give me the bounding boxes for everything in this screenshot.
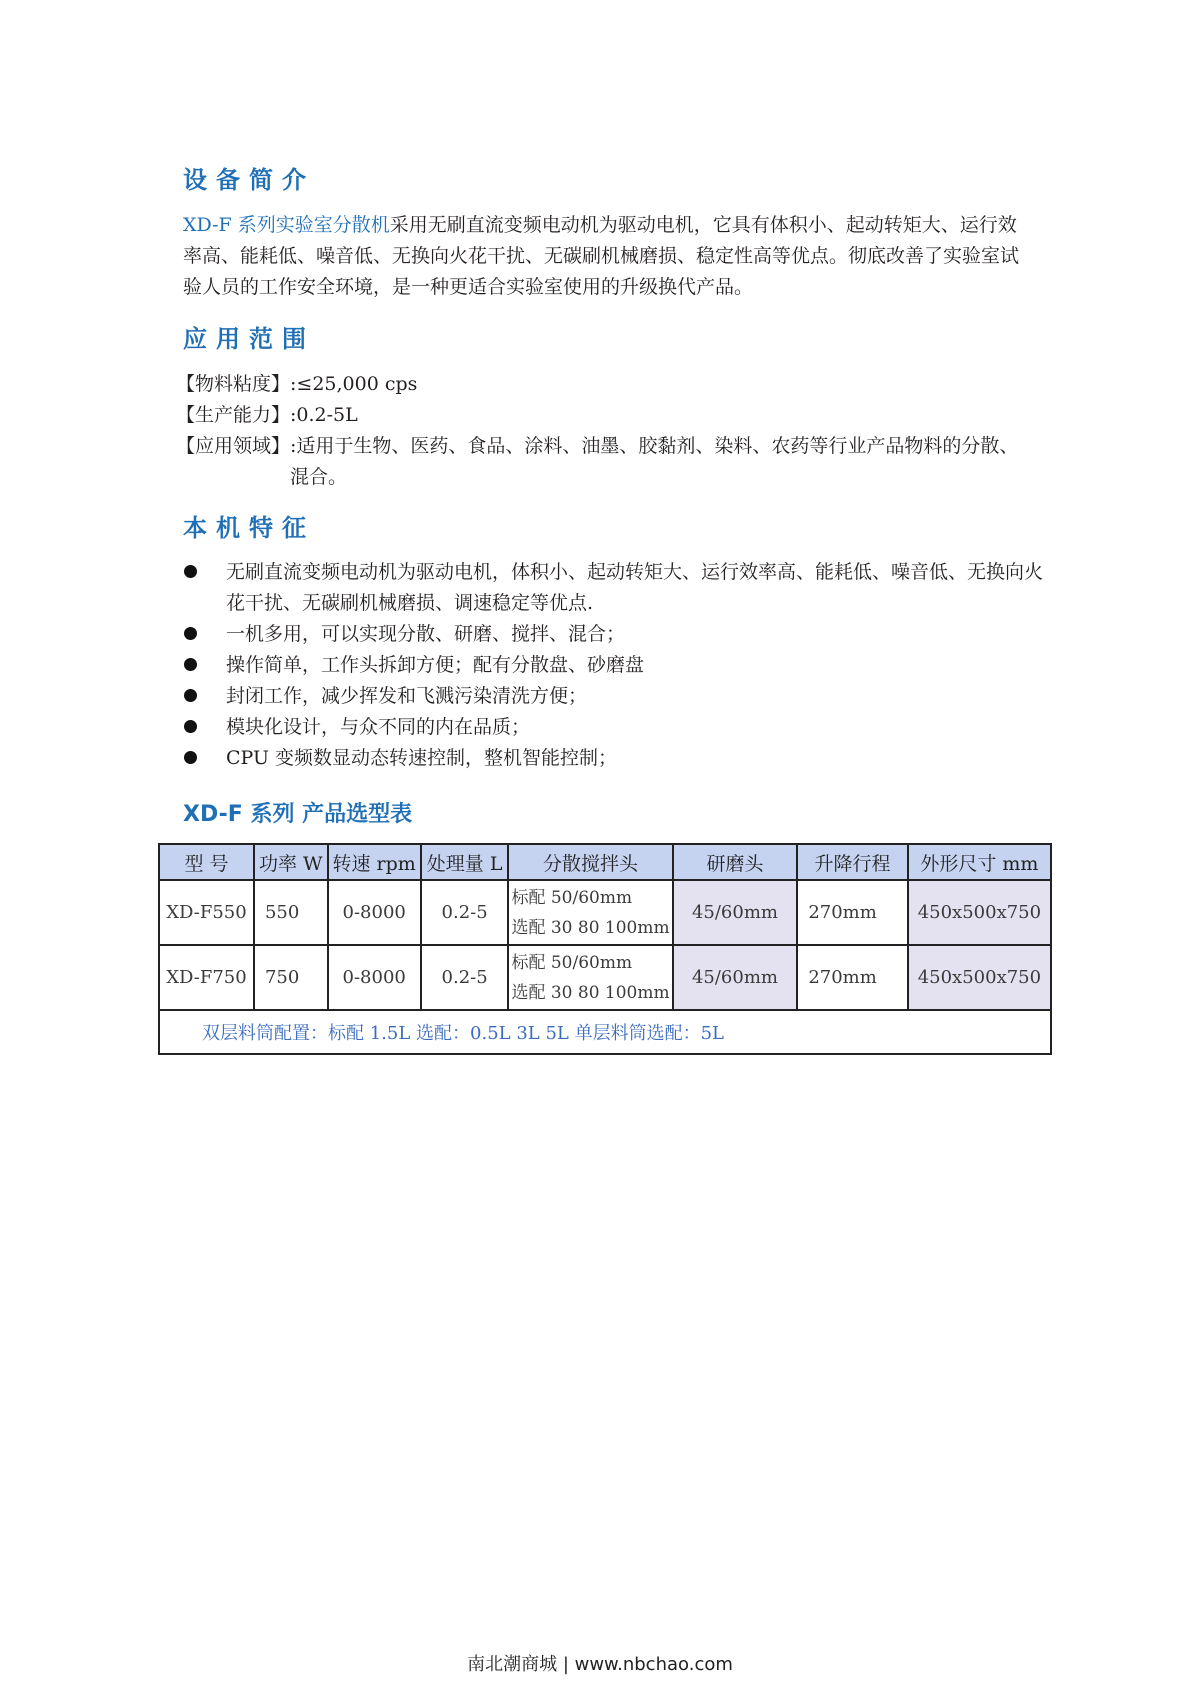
header-model: 型 号	[159, 844, 254, 880]
intro-heading: 设备简介	[183, 166, 315, 194]
application-key: 【物料粘度】	[176, 373, 291, 395]
cell-speed: 0-8000	[328, 880, 421, 945]
cell-lift: 270mm	[797, 880, 907, 945]
cell-capacity: 0.2-5	[421, 945, 509, 1010]
cell-mixing-head: 标配 50/60mm 选配 30 80 100mm	[508, 945, 672, 1010]
header-lift: 升降行程	[797, 844, 907, 880]
feature-item: 封闭工作，减少挥发和飞溅污染清洗方便；	[183, 681, 1043, 712]
bullet-icon	[184, 689, 197, 702]
table-footnote: 双层料筒配置：标配 1.5L 选配：0.5L 3L 5L 单层料筒选配：5L	[159, 1010, 1051, 1054]
application-key: 【应用领域】	[176, 435, 291, 457]
table-row	[159, 945, 1051, 1010]
table-header-row	[159, 844, 1051, 880]
features-list	[183, 557, 1043, 774]
table-footnote-row	[159, 1010, 1051, 1054]
header-speed: 转速 rpm	[328, 844, 421, 880]
table-title: XD-F 系列 产品选型表	[183, 802, 413, 827]
cell-power: 750	[254, 945, 328, 1010]
intro-text: 采用无刷直流变频电动机为驱动电机，它具有体积小、起动转矩大、运行效率高、能耗低、噪音低、无换向火花干扰、无碳刷机械磨损、稳定性高等优点。彻底改善了实验室试验人员的工作安全环境，是一种更适合实验室使用的升级换代产品。	[183, 214, 1020, 298]
bullet-icon	[184, 720, 197, 733]
cell-grinding-head: 45/60mm	[673, 880, 798, 945]
application-row-capacity	[176, 400, 1036, 431]
application-row-field	[176, 431, 1036, 493]
feature-item: 模块化设计，与众不同的内在品质；	[183, 712, 1043, 743]
application-key: 【生产能力】	[176, 404, 291, 426]
application-value: :≤25,000 cps	[290, 373, 418, 395]
feature-item: CPU 变频数显动态转速控制，整机智能控制；	[183, 743, 1043, 774]
application-heading: 应用范围	[183, 325, 315, 353]
application-value: :适用于生物、医药、食品、涂料、油墨、胶黏剂、染料、农药等行业产品物料的分散、混合。	[290, 435, 1019, 488]
header-size: 外形尺寸 mm	[908, 844, 1051, 880]
cell-capacity: 0.2-5	[421, 880, 509, 945]
feature-item: 操作简单，工作头拆卸方便；配有分散盘、砂磨盘	[183, 650, 1043, 681]
application-value: :0.2-5L	[290, 404, 358, 426]
application-row-viscosity	[176, 369, 1036, 400]
cell-mixing-head: 标配 50/60mm 选配 30 80 100mm	[508, 880, 672, 945]
features-heading: 本机特征	[183, 514, 315, 542]
cell-grinding-head: 45/60mm	[673, 945, 798, 1010]
table-row	[159, 880, 1051, 945]
cell-lift: 270mm	[797, 945, 907, 1010]
cell-speed: 0-8000	[328, 945, 421, 1010]
cell-size: 450x500x750	[908, 880, 1051, 945]
page-footer: 南北潮商城 | www.nbchao.com	[467, 1654, 733, 1675]
bullet-icon	[184, 751, 197, 764]
bullet-icon	[184, 565, 197, 578]
cell-model: XD-F750	[159, 945, 254, 1010]
cell-power: 550	[254, 880, 328, 945]
header-mixing-head: 分散搅拌头	[508, 844, 672, 880]
header-power: 功率 W	[254, 844, 328, 880]
spec-table	[158, 843, 1052, 1055]
bullet-icon	[184, 627, 197, 640]
header-grinding-head: 研磨头	[673, 844, 798, 880]
header-capacity: 处理量 L	[421, 844, 509, 880]
bullet-icon	[184, 658, 197, 671]
intro-product-name: XD-F 系列实验室分散机	[183, 214, 390, 236]
intro-paragraph	[183, 210, 1033, 303]
cell-model: XD-F550	[159, 880, 254, 945]
cell-size: 450x500x750	[908, 945, 1051, 1010]
feature-item: 无刷直流变频电动机为驱动电机，体积小、起动转矩大、运行效率高、能耗低、噪音低、无换向火花干扰、无碳刷机械磨损、调速稳定等优点.	[183, 557, 1043, 619]
feature-item: 一机多用，可以实现分散、研磨、搅拌、混合；	[183, 619, 1043, 650]
